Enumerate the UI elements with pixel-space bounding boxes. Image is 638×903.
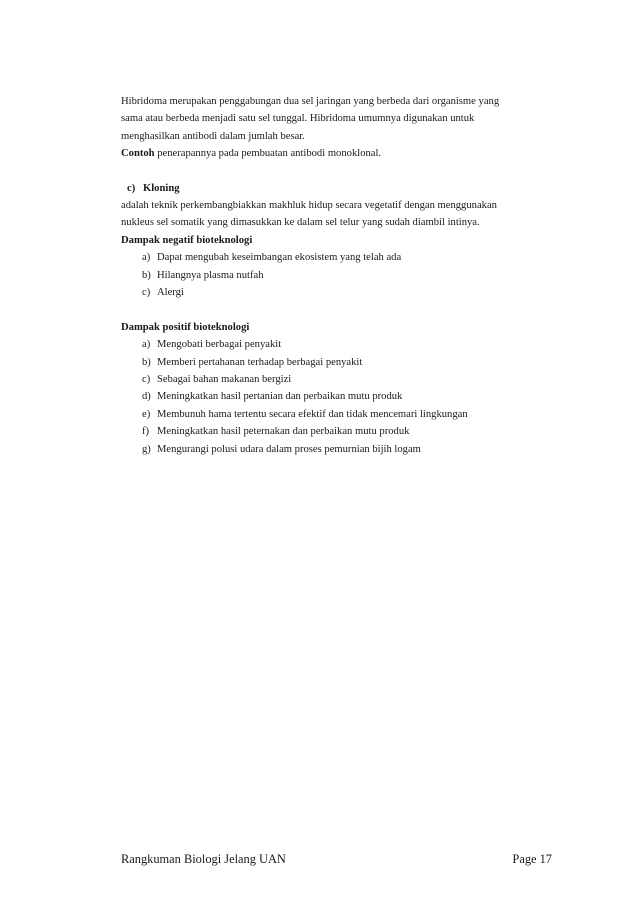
positive-list <box>121 336 551 458</box>
negative-list <box>121 249 551 301</box>
list-item-text: Sebagai bahan makanan bergizi <box>157 374 292 386</box>
list-marker: b) <box>142 269 151 281</box>
list-item-text: Meningkatkan hasil peternakan dan perbaikan mutu produk <box>157 426 410 438</box>
list-item-text: Mengurangi polusi udara dalam proses pemurnian bijih logam <box>157 443 421 455</box>
page-footer <box>121 851 552 867</box>
example-text: penerapannya pada pembuatan antibodi monoklonal. <box>154 148 382 160</box>
list-item-text: Meningkatkan hasil pertanian dan perbaikan mutu produk <box>157 391 403 403</box>
list-item <box>121 267 551 284</box>
list-item-text: Mengobati berbagai penyakit <box>157 339 282 351</box>
list-item-text: Hilangnya plasma nutfah <box>157 269 264 281</box>
list-item <box>121 423 551 440</box>
list-marker: g) <box>142 443 151 455</box>
list-item <box>121 336 551 353</box>
list-marker: b) <box>142 356 151 368</box>
page-content <box>121 93 551 458</box>
list-item-text: Membunuh hama tertentu secara efektif dan tidak mencemari lingkungan <box>157 408 468 420</box>
list-item <box>121 388 551 405</box>
kloning-line-1: adalah teknik perkembangbiakkan makhluk hidup secara vegetatif dengan menggunakan <box>121 200 497 212</box>
footer-title: Rangkuman Biologi Jelang UAN <box>121 852 286 866</box>
spacer <box>121 301 551 318</box>
positive-heading: Dampak positif bioteknologi <box>121 321 250 333</box>
list-marker: a) <box>142 339 151 351</box>
kloning-heading-text: Kloning <box>143 182 180 194</box>
negative-heading: Dampak negatif bioteknologi <box>121 234 253 246</box>
list-item <box>121 406 551 423</box>
list-item-text: Dapat mengubah keseimbangan ekosistem yang telah ada <box>157 252 402 264</box>
list-item <box>121 441 551 458</box>
intro-line-2: sama atau berbeda menjadi satu sel tunggal. Hibridoma umumnya digunakan untuk <box>121 113 475 125</box>
list-marker: c) <box>142 374 151 386</box>
list-marker: e) <box>142 408 151 420</box>
list-item-text: Alergi <box>157 287 184 299</box>
intro-line-3: menghasilkan antibodi dalam jumlah besar. <box>121 130 305 142</box>
list-item <box>121 371 551 388</box>
list-item <box>121 284 551 301</box>
intro-line-1: Hibridoma merupakan penggabungan dua sel jaringan yang berbeda dari organisme yang <box>121 96 500 107</box>
list-item <box>121 249 551 266</box>
list-item-text: Memberi pertahanan terhadap berbagai penyakit <box>157 356 363 368</box>
kloning-marker: c) <box>127 182 136 194</box>
list-marker: d) <box>142 391 151 403</box>
example-label: Contoh <box>121 148 155 160</box>
list-marker: c) <box>142 287 151 299</box>
kloning-heading <box>121 180 551 197</box>
kloning-line-2: nukleus sel somatik yang dimasukkan ke dalam sel telur yang sudah diambil intinya. <box>121 217 480 229</box>
example-paragraph <box>121 145 551 162</box>
list-item <box>121 354 551 371</box>
page-number: Page 17 <box>512 852 552 866</box>
list-marker: f) <box>142 426 150 438</box>
list-marker: a) <box>142 252 151 264</box>
